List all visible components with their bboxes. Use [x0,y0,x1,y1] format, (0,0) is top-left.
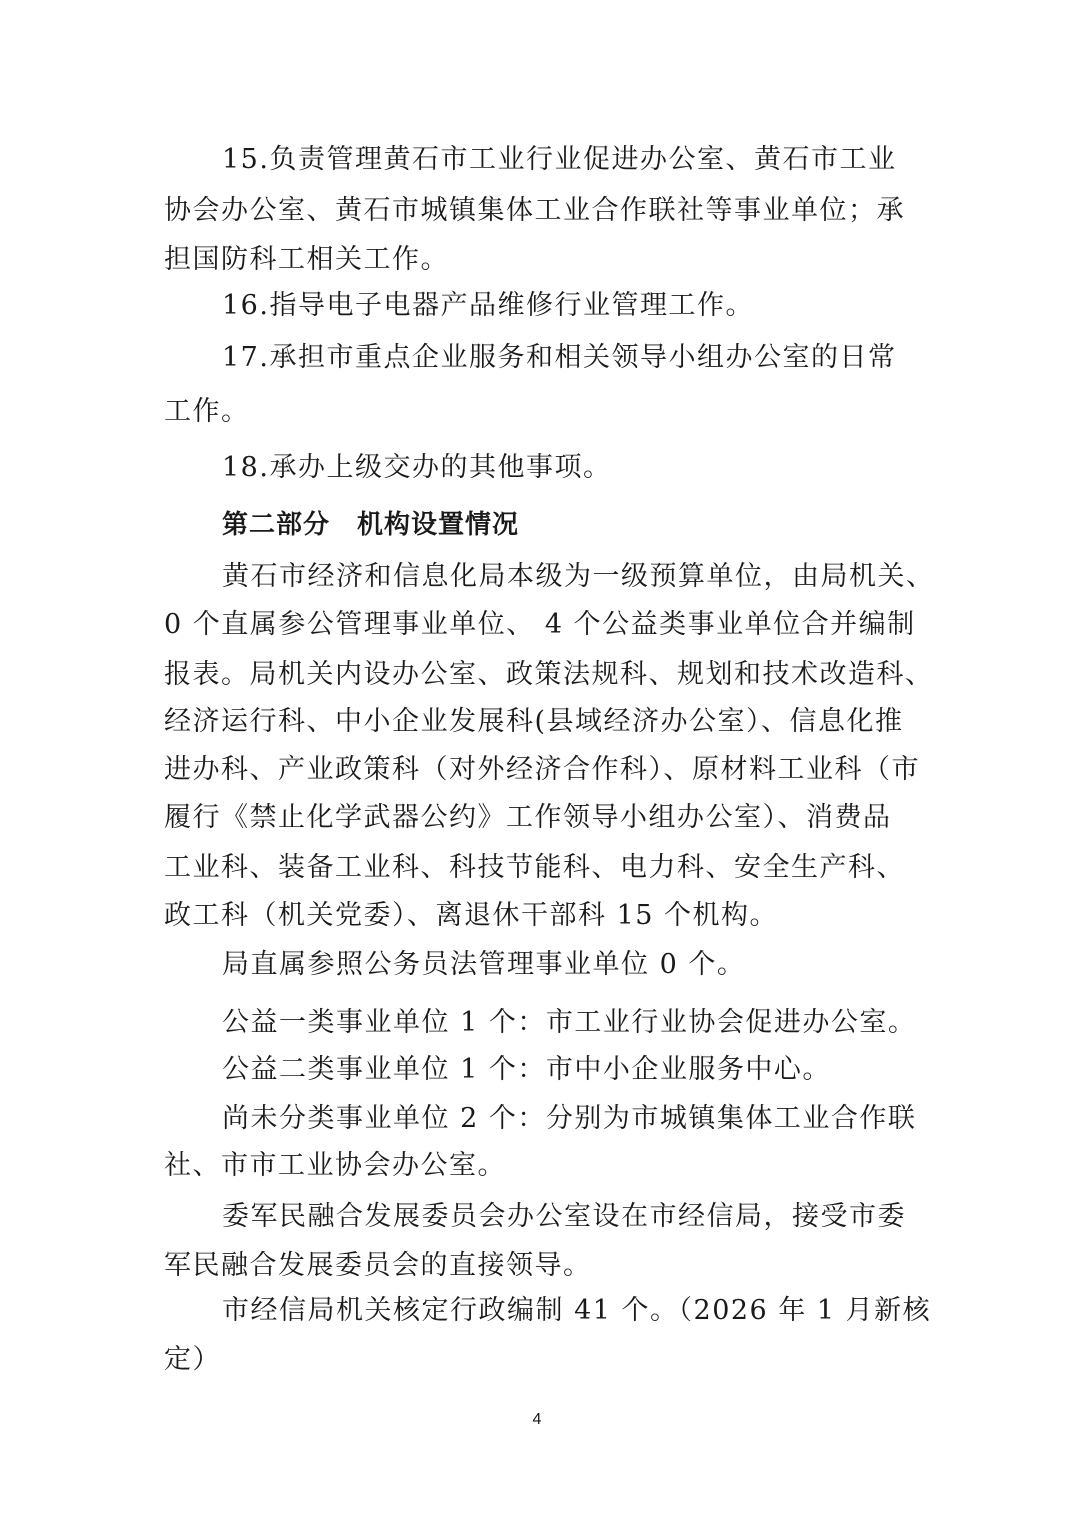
item-18: 18.承办上级交办的其他事项。 [222,452,612,483]
paragraph-7-line-1: 市经信局机关核定行政编制 41 个。（2026 年 1 月新核 [222,1295,932,1326]
paragraph-6-line-2: 军民融合发展委员会的直接领导。 [164,1250,592,1281]
item-17-line-2: 工作。 [164,396,250,427]
paragraph-7-line-2: 定） [164,1344,221,1375]
item-15-line-2: 协会办公室、黄石市城镇集体工业合作联社等事业单位；承 [164,195,905,226]
paragraph-6-line-1: 委军民融合发展委员会办公室设在市经信局，接受市委 [222,1201,906,1232]
paragraph-2: 局直属参照公务员法管理事业单位 0 个。 [222,949,746,980]
paragraph-1-line-3: 报表。局机关内设办公室、政策法规科、规划和技术改造科、 [164,659,934,690]
paragraph-1-line-7: 工业科、装备工业科、科技节能科、电力科、安全生产科、 [164,852,905,883]
paragraph-1-line-8: 政工科（机关党委）、离退休干部科 15 个机构。 [164,900,779,931]
paragraph-1-line-6: 履行《禁止化学武器公约》工作领导小组办公室）、消费品 [164,802,892,833]
paragraph-1-line-1: 黄石市经济和信息化局本级为一级预算单位，由局机关、 [222,561,935,592]
paragraph-4: 公益二类事业单位 1 个：市中小企业服务中心。 [222,1054,831,1085]
paragraph-3: 公益一类事业单位 1 个：市工业行业协会促进办公室。 [222,1007,917,1038]
paragraph-5-line-1: 尚未分类事业单位 2 个：分别为市城镇集体工业合作联 [222,1103,917,1134]
paragraph-1-line-5: 进办科、产业政策科（对外经济合作科）、原材料工业科（市 [164,754,920,785]
paragraph-5-line-2: 社、市市工业协会办公室。 [164,1150,506,1181]
item-16: 16.指导电子电器产品维修行业管理工作。 [222,290,754,321]
page-number: 4 [532,1411,542,1428]
section-heading: 第二部分 机构设置情况 [222,510,520,540]
item-15-line-3: 担国防科工相关工作。 [164,244,449,275]
paragraph-1-line-2: 0 个直属参公管理事业单位、 4 个公益类事业单位合并编制 [164,609,916,640]
item-17-line-1: 17.承担市重点企业服务和相关领导小组办公室的日常 [222,342,897,373]
paragraph-1-line-4: 经济运行科、中小企业发展科(县域经济办公室）、信息化推 [164,706,904,737]
item-15-line-1: 15.负责管理黄石市工业行业促进办公室、黄石市工业 [222,144,897,175]
